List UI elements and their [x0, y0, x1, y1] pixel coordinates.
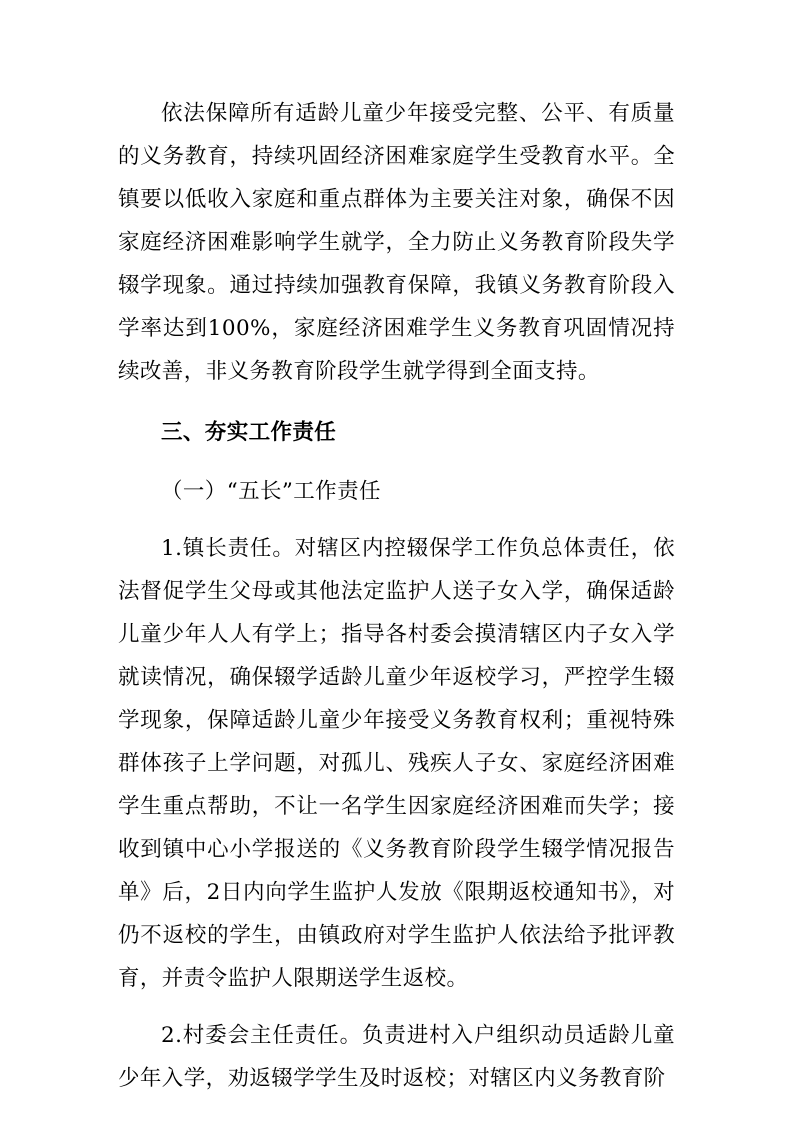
paragraph-item-1-mayor-duty: 1.镇长责任。对辖区内控辍保学工作负总体责任，依法督促学生父母或其他法定监护人送子女入学，确保适龄儿童少年人人有学上；指导各村委会摸清辖区内子女入学就读情况，确保辍学适龄儿童少年返校学习，严控学生辍学现象，保障适龄儿童少年接受义务教育权利；重视特殊群体孩子上学问题，对孤儿、残疾人子女、家庭经济困难学生重点帮助，不让一名学生因家庭经济困难而失学；接收到镇中心小学报送的《义务教育阶段学生辍学情况报告单》后，2日内向学生监护人发放《限期返校通知书》，对仍不返校的学生，由镇政府对学生监护人依法给予批评教育，并责令监护人限期送学生返校。 — [118, 536, 675, 991]
paragraph-spacer — [118, 1000, 675, 1014]
paragraph-item-2-village-head-duty: 2.村委会主任责任。负责进村入户组织动员适龄儿童少年入学，劝返辍学学生及时返校；对辖区内义务教育阶 — [118, 1023, 675, 1091]
paragraph-intro: 依法保障所有适龄儿童少年接受完整、公平、有质量的义务教育，持续巩固经济困难家庭学生受教育水平。全镇要以低收入家庭和重点群体为主要关注对象，确保不因家庭经济困难影响学生就学，全力防止义务教育阶段失学辍学现象。通过持续加强教育保障，我镇义务教育阶段入学率达到100%，家庭经济困难学生义务教育巩固情况持续改善，非义务教育阶段学生就学得到全面支持。 — [118, 101, 675, 384]
document-body — [118, 92, 675, 1100]
section-heading-three: 三、夯实工作责任 — [161, 420, 337, 445]
subsection-heading-one: （一）“五长”工作责任 — [161, 479, 381, 504]
